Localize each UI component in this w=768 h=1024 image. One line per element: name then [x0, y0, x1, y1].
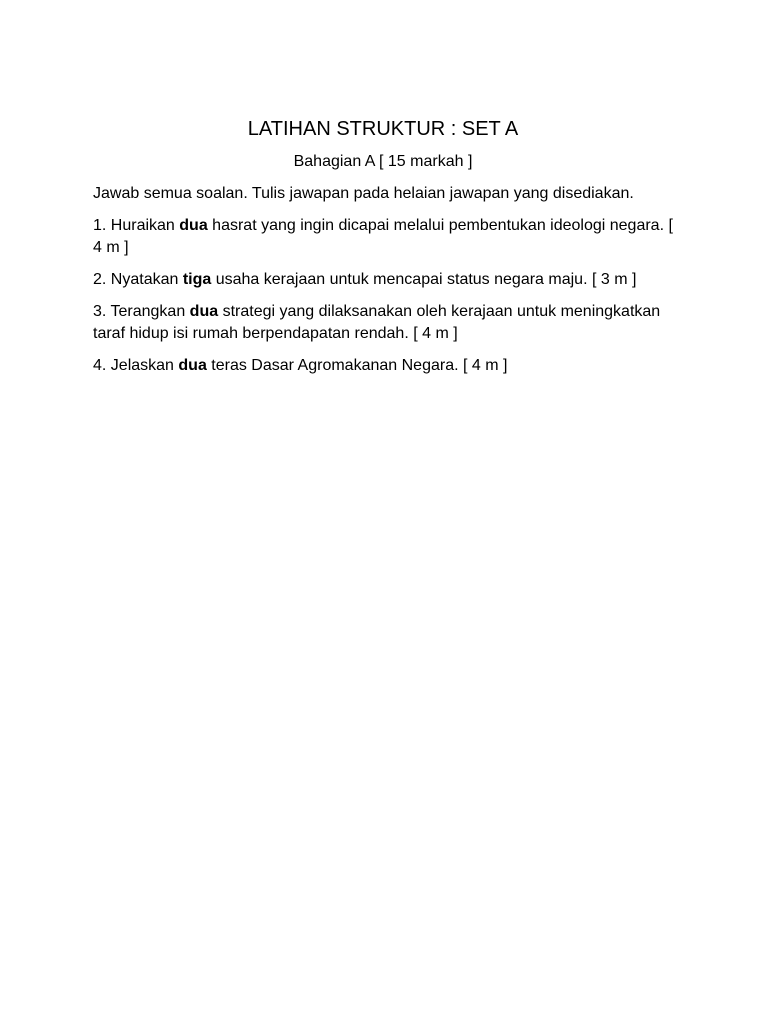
question-2 [93, 269, 673, 291]
question-text: strategi yang dilaksanakan oleh kerajaan untuk meningkatkan taraf hidup isi rumah berpendapatan rendah. [ 4 m ] [93, 303, 661, 342]
question-text: hasrat yang ingin dicapai melalui pembentukan ideologi negara. [ 4 m ] [93, 217, 673, 256]
question-text: 1. Huraikan [93, 217, 180, 234]
question-1 [93, 215, 673, 259]
document-content [93, 115, 673, 387]
document-title: LATIHAN STRUKTUR : SET A [247, 118, 519, 140]
question-text: 2. Nyatakan [93, 271, 183, 288]
question-keyword: dua [189, 303, 219, 320]
question-keyword: tiga [182, 271, 212, 288]
section-heading: Bahagian A [ 15 markah ] [293, 153, 473, 170]
question-4 [93, 355, 673, 377]
question-3 [93, 301, 673, 345]
question-text: usaha kerajaan untuk mencapai status negara maju. [ 3 m ] [211, 271, 637, 288]
instructions-text: Jawab semua soalan. Tulis jawapan pada helaian jawapan yang disediakan. [93, 185, 634, 202]
question-keyword: dua [178, 357, 207, 374]
question-text: 3. Terangkan [93, 303, 190, 320]
question-keyword: dua [179, 217, 208, 234]
question-text: 4. Jelaskan [93, 357, 179, 374]
question-text: teras Dasar Agromakanan Negara. [ 4 m ] [206, 357, 508, 374]
